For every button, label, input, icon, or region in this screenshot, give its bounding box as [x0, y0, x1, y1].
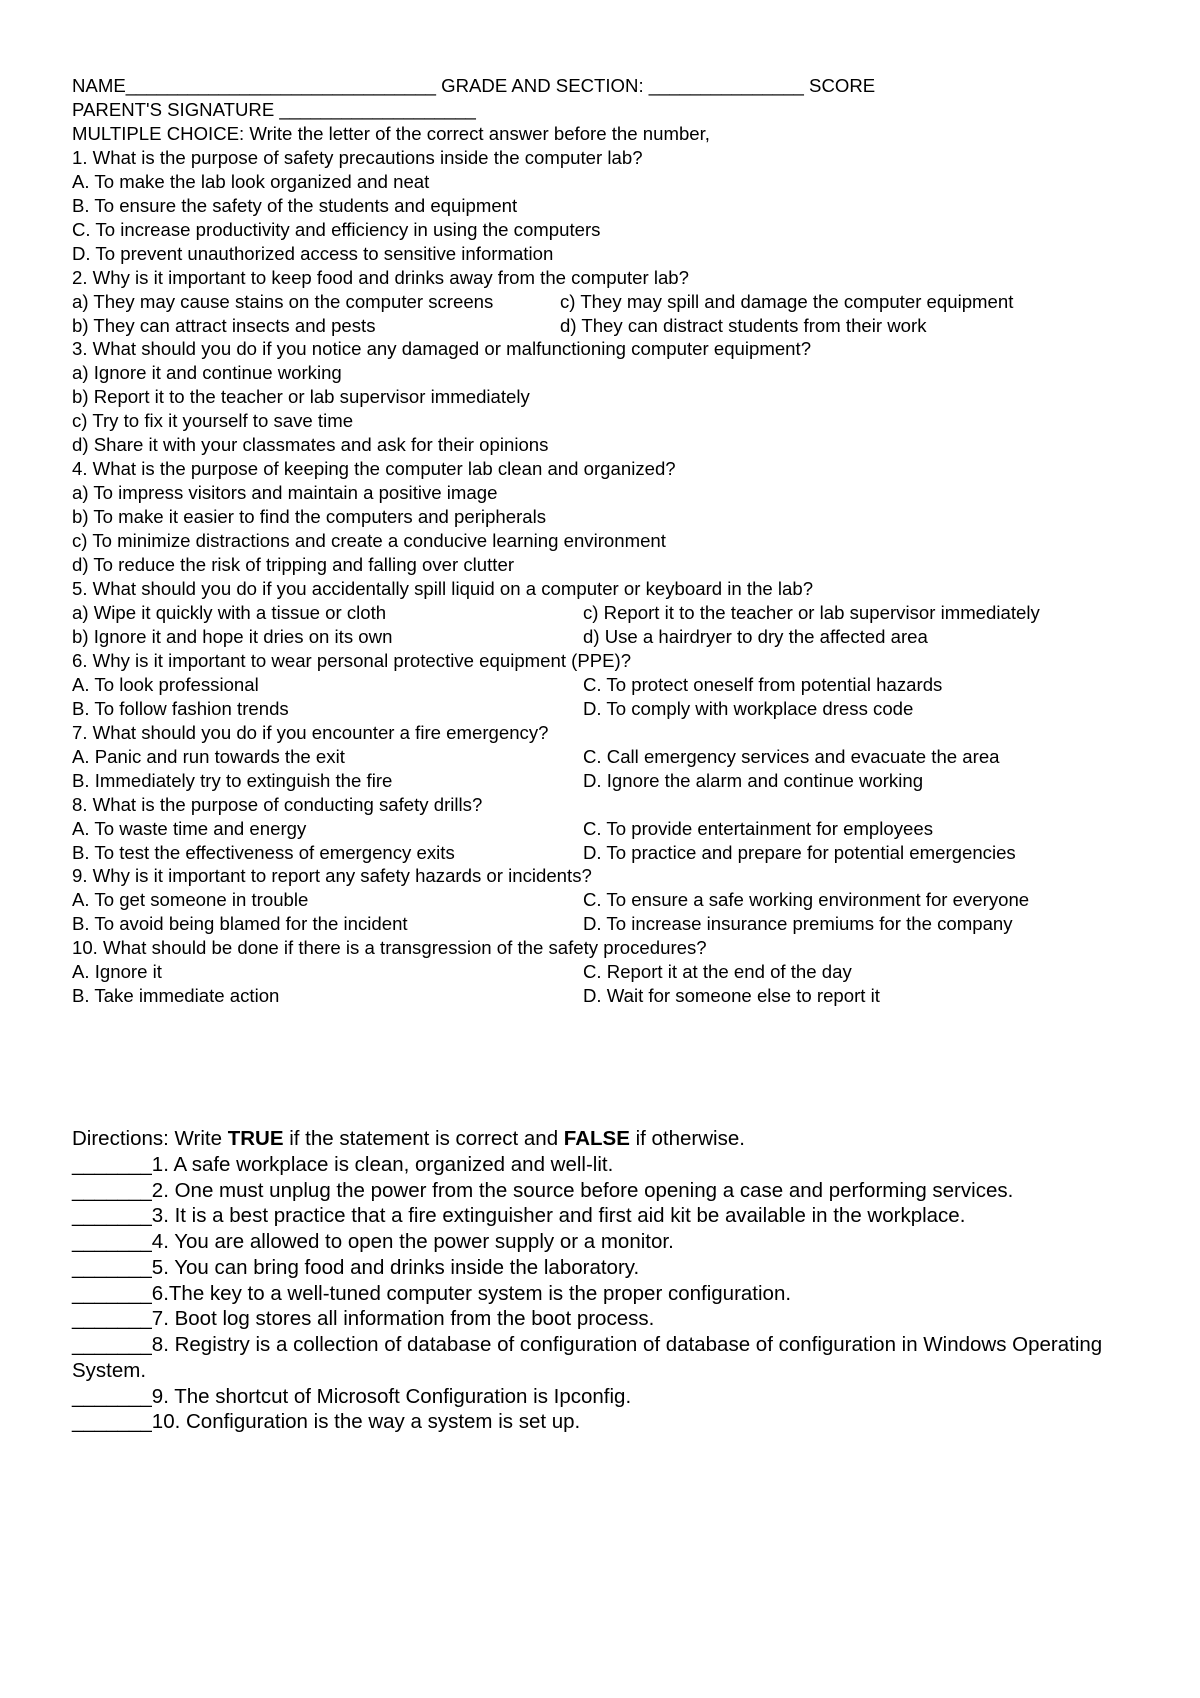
directions-text: if the statement is correct and: [283, 1127, 564, 1150]
answer-option: d) They can distract students from their work: [560, 314, 927, 336]
name-grade-score-line: NAME______________________________ GRADE AND SECTION: _______________ SCORE: [72, 75, 876, 96]
question: [72, 864, 1072, 936]
question: [72, 266, 1072, 338]
tf-statement: _______2. One must unplug the power from the source before opening a case and performing services.: [72, 1178, 1014, 1202]
answer-option: D. To practice and prepare for potential emergencies: [583, 841, 1016, 863]
answer-option: c) Try to fix it yourself to save time: [72, 410, 354, 432]
question-text: 9. Why is it important to report any safety hazards or incidents?: [72, 865, 592, 887]
answer-option: A. Panic and run towards the exit: [72, 745, 345, 767]
answer-option: B. To follow fashion trends: [72, 697, 289, 719]
option-row: [72, 625, 1072, 649]
tf-statement: _______5. You can bring food and drinks inside the laboratory.: [72, 1255, 640, 1279]
answer-option: d) Use a hairdryer to dry the affected area: [583, 625, 928, 647]
answer-option: C. To provide entertainment for employees: [583, 817, 934, 839]
question: [72, 721, 1072, 793]
option-row: [72, 960, 1072, 984]
answer-option: c) They may spill and damage the computer equipment: [560, 290, 1014, 312]
answer-option: A. To get someone in trouble: [72, 889, 309, 911]
question-text: 7. What should you do if you encounter a fire emergency?: [72, 721, 549, 743]
question: [72, 649, 1072, 721]
tf-statement: _______6.The key to a well-tuned computer system is the proper configuration.: [72, 1281, 792, 1305]
question-text: 4. What is the purpose of keeping the computer lab clean and organized?: [72, 458, 676, 480]
answer-option: A. Ignore it: [72, 961, 162, 983]
option-row: [72, 290, 1052, 314]
answer-option: C. To ensure a safe working environment for everyone: [583, 889, 1030, 911]
question: [72, 793, 1072, 865]
question: [72, 457, 1072, 577]
answer-option: D. Ignore the alarm and continue working: [583, 769, 924, 791]
true-keyword: TRUE: [227, 1127, 284, 1150]
answer-option: D. To comply with workplace dress code: [583, 697, 914, 719]
option-row: [72, 601, 1072, 625]
tf-statement: _______4. You are allowed to open the power supply or a monitor.: [72, 1230, 674, 1253]
answer-option: b) They can attract insects and pests: [72, 314, 376, 336]
question-text: 1. What is the purpose of safety precautions inside the computer lab?: [72, 146, 643, 168]
answer-option: a) Ignore it and continue working: [72, 362, 342, 384]
answer-option: b) Ignore it and hope it dries on its own: [72, 625, 393, 647]
tf-statement: _______8. Registry is a collection of database of configuration of database of configuration in Windows Operating System.: [72, 1333, 1103, 1382]
answer-option: d) Share it with your classmates and ask for their opinions: [72, 434, 549, 456]
question-text: 2. Why is it important to keep food and drinks away from the computer lab?: [72, 266, 689, 288]
answer-option: a) To impress visitors and maintain a positive image: [72, 482, 498, 504]
option-row: [72, 817, 1072, 841]
question-text: 8. What is the purpose of conducting safety drills?: [72, 793, 483, 815]
question-list: [72, 146, 1072, 1008]
answer-option: b) Report it to the teacher or lab supervisor immediately: [72, 386, 530, 408]
answer-option: c) To minimize distractions and create a conducive learning environment: [72, 530, 666, 552]
answer-option: B. Immediately try to extinguish the fire: [72, 769, 393, 791]
answer-option: d) To reduce the risk of tripping and falling over clutter: [72, 554, 515, 576]
option-row: [72, 314, 1052, 338]
answer-option: D. To prevent unauthorized access to sensitive information: [72, 242, 554, 264]
answer-option: B. Take immediate action: [72, 985, 280, 1007]
option-row: [72, 745, 1072, 769]
answer-option: D. To increase insurance premiums for the company: [583, 913, 1013, 935]
true-false-section: [72, 1126, 1132, 1435]
answer-option: a) They may cause stains on the computer screens: [72, 290, 494, 312]
question: [72, 577, 1072, 649]
tf-statement: _______10. Configuration is the way a system is set up.: [72, 1410, 581, 1434]
answer-option: A. To make the lab look organized and neat: [72, 170, 430, 192]
tf-statement: _______1. A safe workplace is clean, organized and well-lit.: [72, 1152, 614, 1176]
question: [72, 936, 1072, 1008]
question-text: 10. What should be done if there is a transgression of the safety procedures?: [72, 937, 707, 959]
statement-list: [72, 1152, 1132, 1435]
answer-option: D. Wait for someone else to report it: [583, 985, 880, 1007]
answer-option: b) To make it easier to find the computers and peripherals: [72, 506, 547, 528]
mc-instructions: MULTIPLE CHOICE: Write the letter of the correct answer before the number,: [72, 122, 710, 144]
multiple-choice-section: [72, 74, 1072, 1008]
question: [72, 146, 1072, 266]
question-text: 6. Why is it important to wear personal protective equipment (PPE)?: [72, 649, 632, 671]
answer-option: C. Call emergency services and evacuate the area: [583, 745, 1000, 767]
question-text: 3. What should you do if you notice any damaged or malfunctioning computer equipment?: [72, 338, 812, 360]
answer-option: C. Report it at the end of the day: [583, 961, 852, 983]
answer-option: B. To test the effectiveness of emergency exits: [72, 841, 455, 863]
answer-option: C. To protect oneself from potential hazards: [583, 673, 943, 695]
option-row: [72, 673, 1072, 697]
option-row: [72, 841, 1072, 865]
option-row: [72, 769, 1072, 793]
answer-option: c) Report it to the teacher or lab supervisor immediately: [583, 601, 1040, 623]
answer-option: A. To look professional: [72, 673, 259, 695]
answer-option: C. To increase productivity and efficiency in using the computers: [72, 218, 601, 240]
question: [72, 337, 1072, 457]
option-row: [72, 984, 1072, 1008]
answer-option: B. To ensure the safety of the students and equipment: [72, 194, 518, 216]
question-text: 5. What should you do if you accidentally spill liquid on a computer or keyboard in the lab?: [72, 578, 814, 600]
tf-directions: [72, 1126, 1132, 1152]
parent-signature-line: PARENT'S SIGNATURE ___________________: [72, 98, 476, 120]
tf-statement: _______7. Boot log stores all information from the boot process.: [72, 1307, 655, 1331]
tf-statement: _______3. It is a best practice that a fire extinguisher and first aid kit be available in the workplace.: [72, 1204, 966, 1228]
tf-statement: _______9. The shortcut of Microsoft Configuration is Ipconfig.: [72, 1384, 632, 1408]
directions-text: if otherwise.: [629, 1127, 745, 1150]
option-row: [72, 888, 1072, 912]
answer-option: a) Wipe it quickly with a tissue or cloth: [72, 601, 387, 623]
answer-option: A. To waste time and energy: [72, 817, 307, 839]
option-row: [72, 912, 1072, 936]
answer-option: B. To avoid being blamed for the incident: [72, 913, 408, 935]
false-keyword: FALSE: [563, 1127, 630, 1150]
directions-text: Directions: Write: [72, 1127, 228, 1150]
option-row: [72, 697, 1072, 721]
